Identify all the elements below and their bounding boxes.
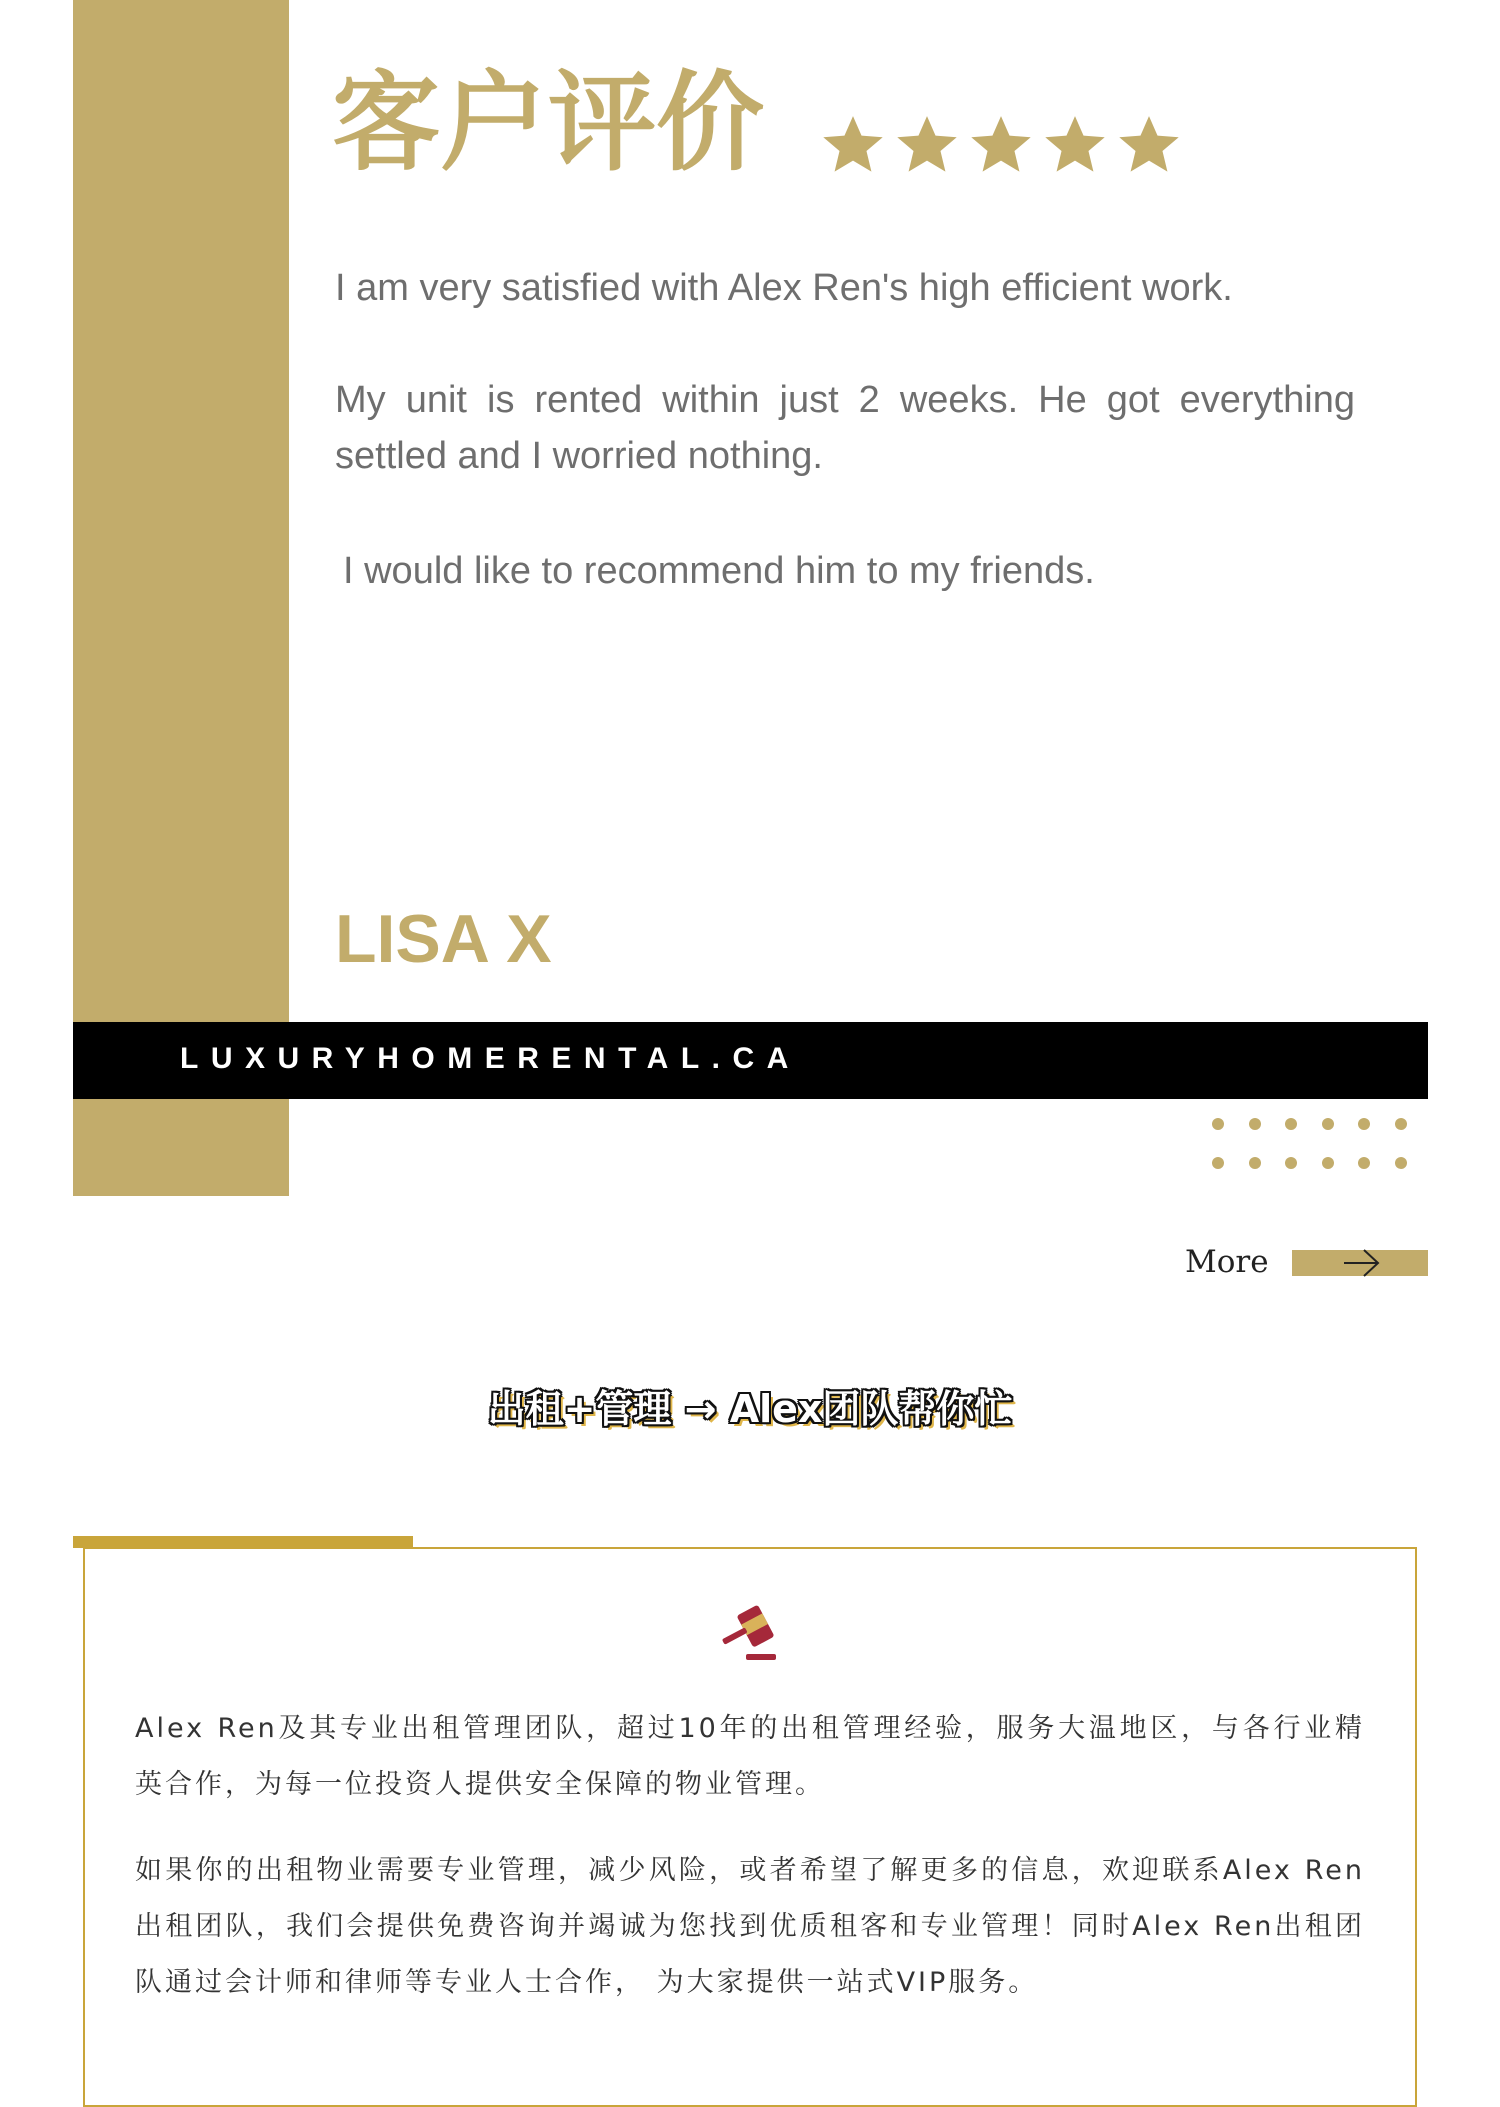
star-icon: [1042, 112, 1108, 178]
star-icon: [1116, 112, 1182, 178]
review-title: 客户评价: [332, 61, 765, 186]
slogan-text: 出租+管理 → Alex团队帮你忙: [487, 1387, 1013, 1431]
arrow-right-icon: [1342, 1242, 1382, 1284]
star-icon: [968, 112, 1034, 178]
review-text-3: I would like to recommend him to my friends.: [343, 550, 1095, 592]
review-text-2: My unit is rented within just 2 weeks. He got everything settled and I worried nothing.: [335, 379, 1355, 477]
star-icon: [894, 112, 960, 178]
website-link[interactable]: LUXURYHOMERENTAL.CA: [180, 1042, 801, 1075]
review-text-1: I am very satisfied with Alex Ren's high efficient work.: [335, 267, 1233, 309]
gavel-icon: [716, 1602, 786, 1664]
decorative-dot-grid: [1212, 1118, 1407, 1169]
star-rating: [820, 112, 1182, 178]
star-icon: [820, 112, 886, 178]
more-link[interactable]: More: [1185, 1244, 1269, 1280]
reviewer-name: LISA X: [335, 901, 552, 977]
decorative-gold-bar: [73, 0, 289, 1196]
more-button[interactable]: [1292, 1250, 1428, 1276]
info-paragraph-2: 如果你的出租物业需要专业管理，减少风险，或者希望了解更多的信息，欢迎联系Alex Ren出租团队，我们会提供免费咨询并竭诚为您找到优质租客和专业管理！同时Alex Ren出租团队通过会计师和律师等专业人士合作， 为大家提供一站式VIP服务。: [135, 1855, 1365, 1998]
info-paragraph-1: Alex Ren及其专业出租管理团队，超过10年的出租管理经验，服务大温地区，与各行业精英合作，为每一位投资人提供安全保障的物业管理。: [135, 1713, 1365, 1800]
